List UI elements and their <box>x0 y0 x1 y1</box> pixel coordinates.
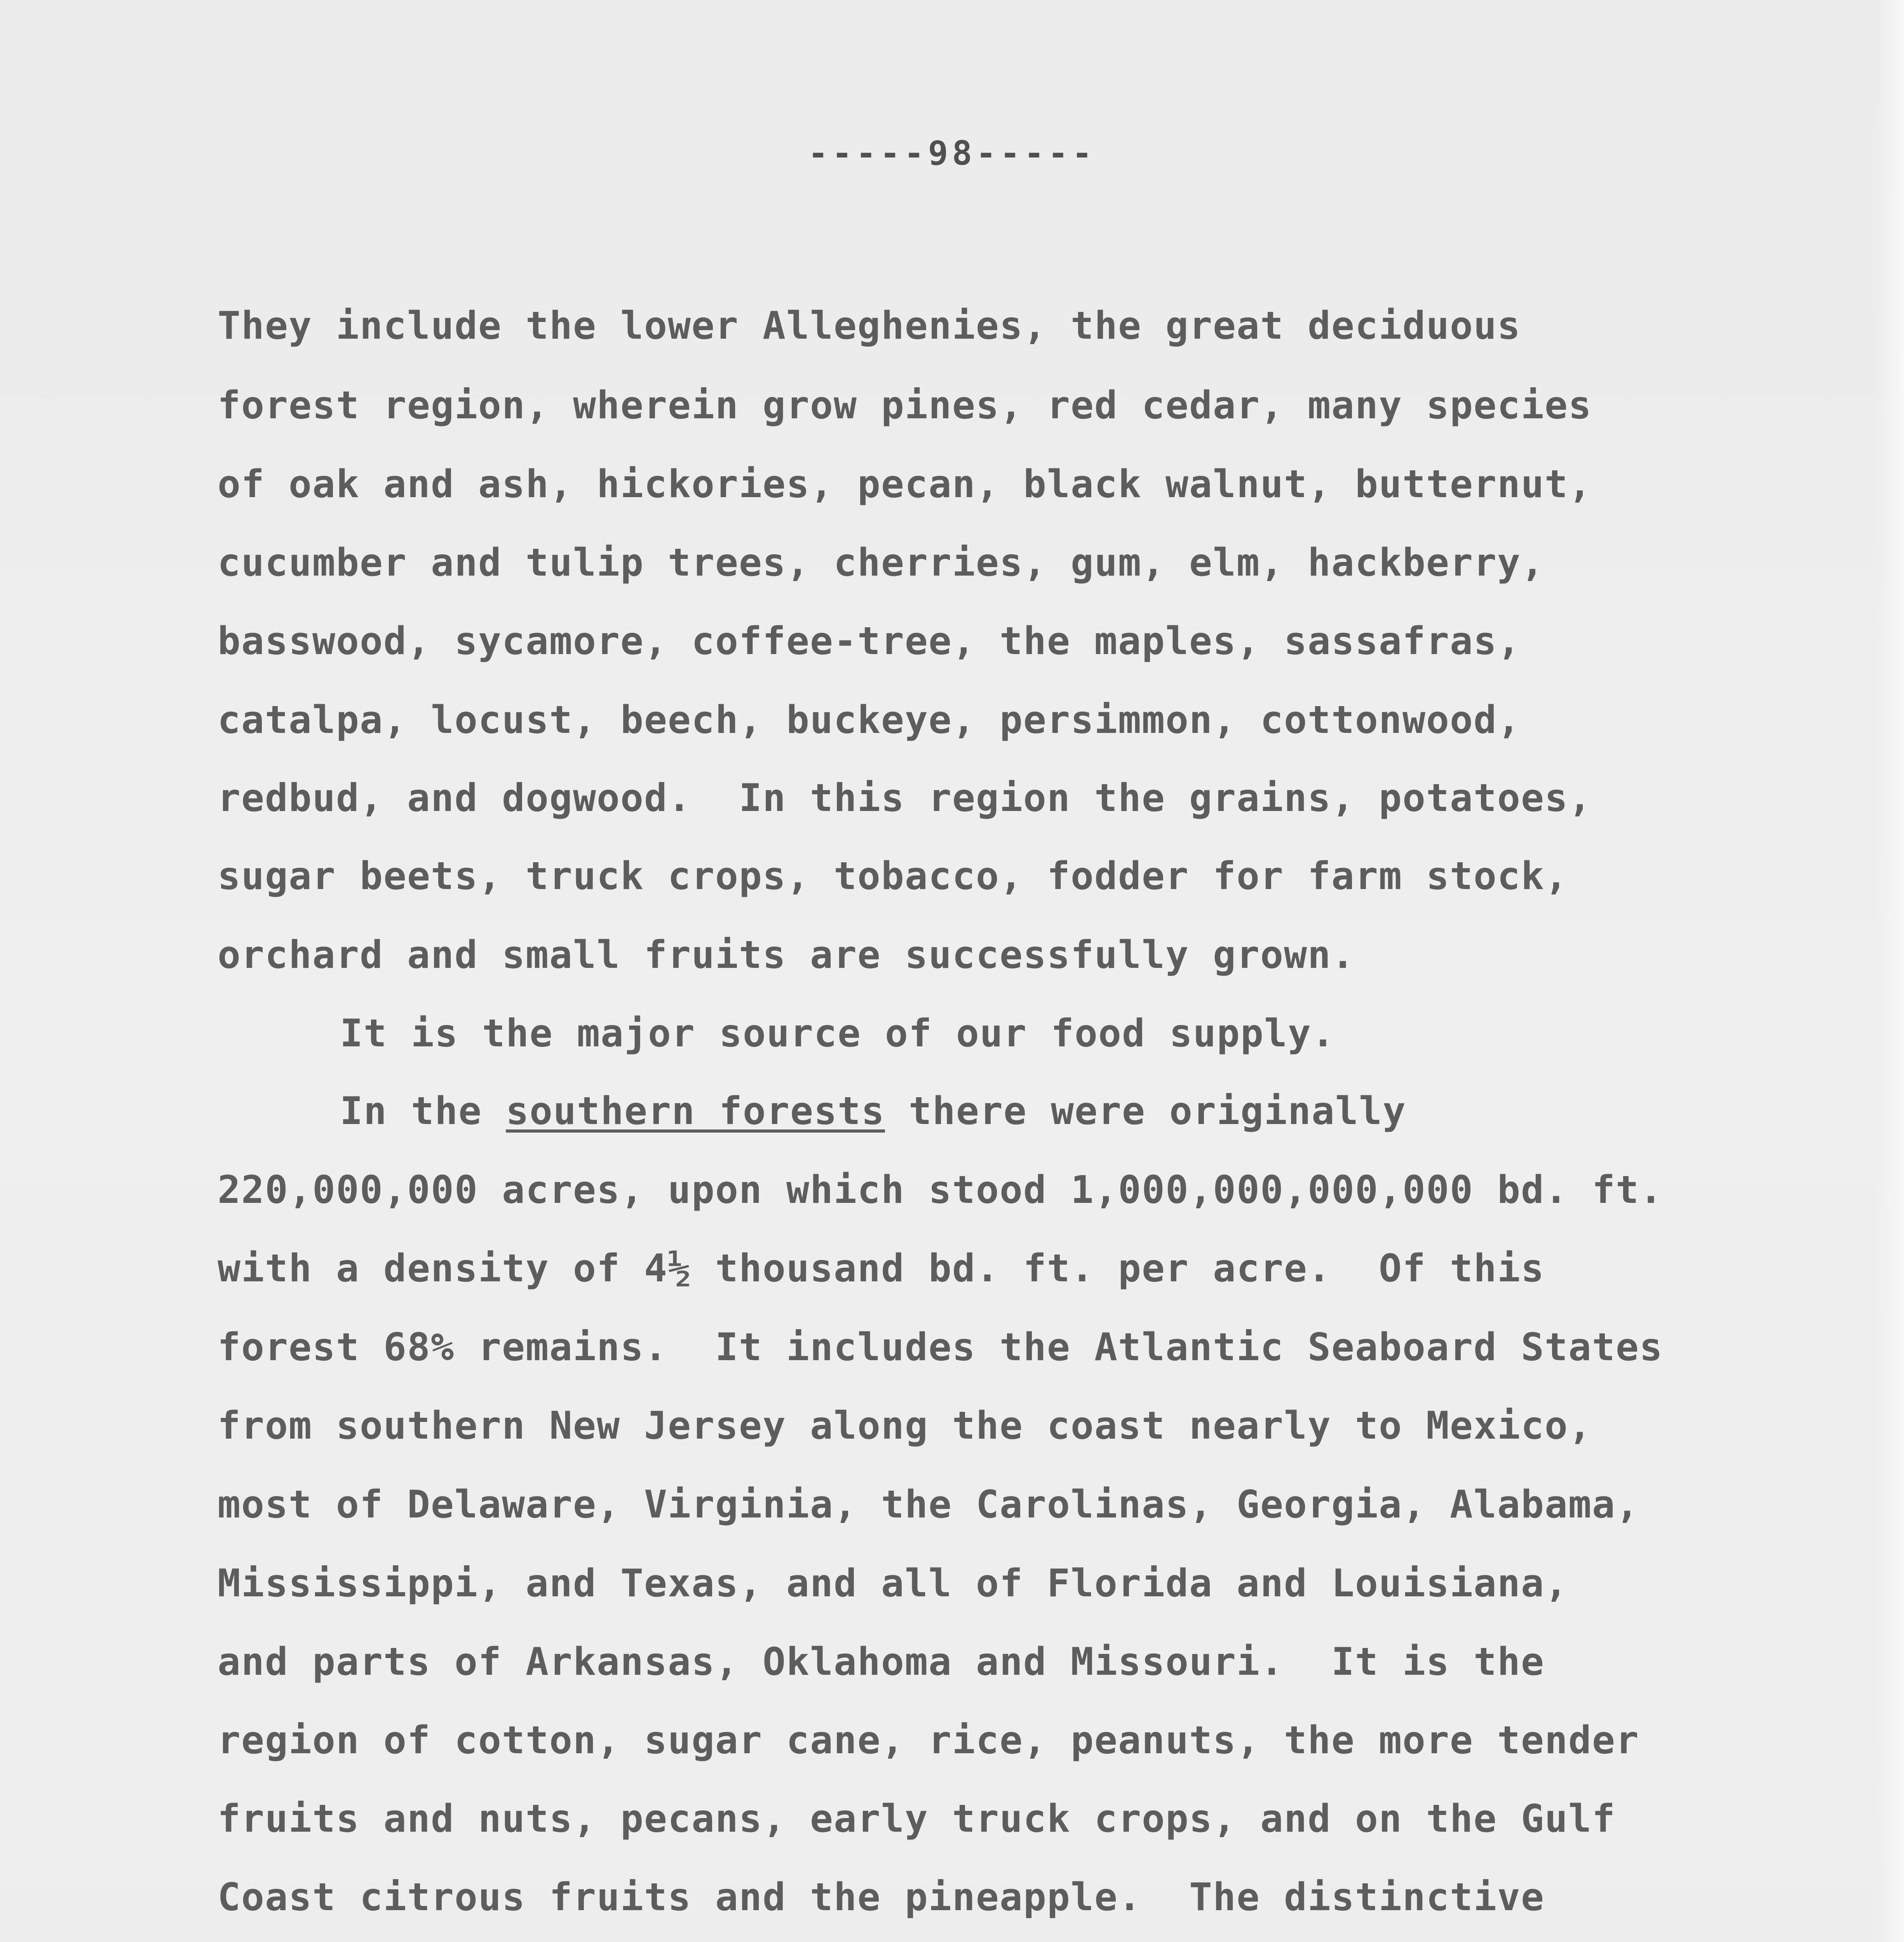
text-line: redbud, and dogwood. In this region the grains, potatoes, <box>218 776 1592 820</box>
text-fragment: In the <box>340 1089 506 1133</box>
text-fragment: there were originally <box>885 1089 1407 1133</box>
text-line: cucumber and tulip trees, cherries, gum, elm, hackberry, <box>218 541 1545 585</box>
text-line: with a density of 4½ thousand bd. ft. per acre. Of this <box>218 1246 1545 1291</box>
text-line: forest 68% remains. It includes the Atlantic Seaboard States <box>218 1325 1664 1369</box>
text-line: They include the lower Alleghenies, the great deciduous <box>218 304 1521 348</box>
text-line: most of Delaware, Virginia, the Carolinas, Georgia, Alabama, <box>218 1483 1640 1527</box>
text-line: from southern New Jersey along the coast nearly to Mexico, <box>218 1404 1592 1448</box>
text-line: orchard and small fruits are successfully grown. <box>218 933 1355 977</box>
text-line: basswood, sycamore, coffee-tree, the maples, sassafras, <box>218 619 1521 663</box>
underlined-heading: southern forests <box>506 1089 885 1133</box>
text-line: Coast citrous fruits and the pineapple. The distinctive <box>218 1875 1545 1919</box>
text-line: sugar beets, truck crops, tobacco, fodder for farm stock, <box>218 854 1569 898</box>
text-line: fruits and nuts, pecans, early truck crops, and on the Gulf <box>218 1797 1616 1841</box>
page-number: -----98----- <box>808 134 1096 173</box>
text-line: It is the major source of our food supply. <box>340 1011 1336 1056</box>
text-line: and parts of Arkansas, Oklahoma and Missouri. It is the <box>218 1640 1545 1684</box>
text-line: forest region, wherein grow pines, red cedar, many species <box>218 383 1592 428</box>
text-line: Mississippi, and Texas, and all of Florida and Louisiana, <box>218 1561 1569 1606</box>
text-line: 220,000,000 acres, upon which stood 1,000,000,000,000 bd. ft. <box>218 1168 1664 1212</box>
text-line <box>340 1089 1407 1133</box>
text-line: of oak and ash, hickories, pecan, black walnut, butternut, <box>218 462 1592 506</box>
text-line: catalpa, locust, beech, buckeye, persimmon, cottonwood, <box>218 698 1521 742</box>
text-line: region of cotton, sugar cane, rice, peanuts, the more tender <box>218 1718 1640 1763</box>
